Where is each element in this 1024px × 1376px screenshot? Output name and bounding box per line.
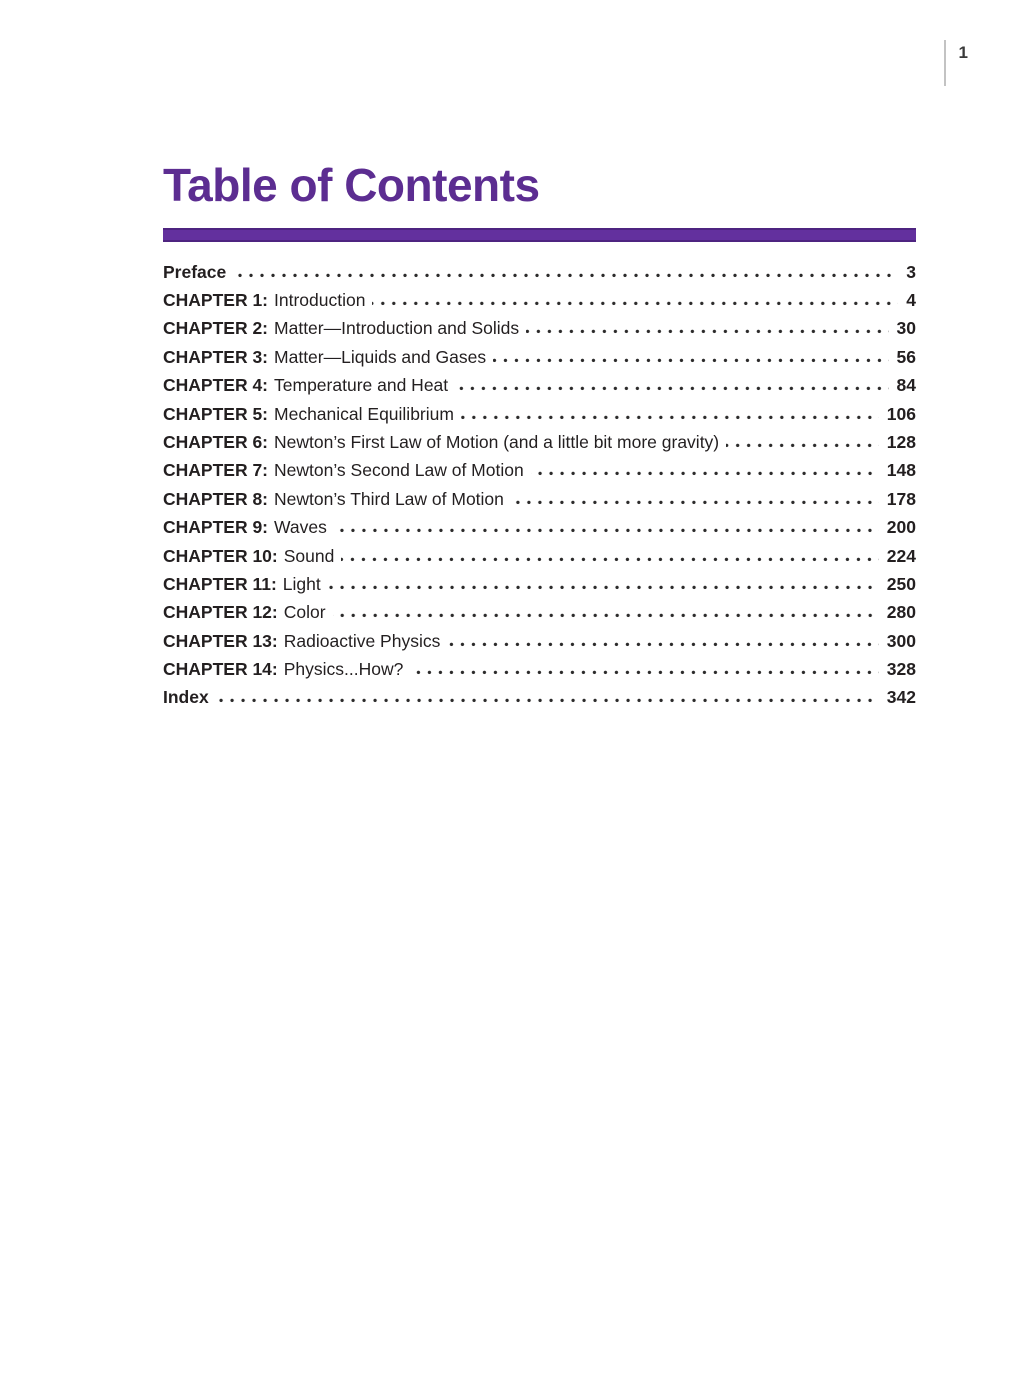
toc-row bbox=[163, 262, 916, 290]
toc-entry-page-number: 106 bbox=[886, 403, 916, 424]
toc-entry-page-number: 128 bbox=[886, 431, 916, 452]
toc-entry-title: Newton’s First Law of Motion (and a little bit more gravity) bbox=[274, 431, 720, 452]
toc-row bbox=[163, 659, 916, 687]
toc-entry-page-number: 300 bbox=[886, 630, 916, 651]
toc-entry-prefix: CHAPTER 7: bbox=[163, 460, 269, 481]
toc-leader-dots bbox=[531, 471, 879, 476]
toc-leader-dots bbox=[372, 301, 898, 306]
toc-row bbox=[163, 460, 916, 488]
toc-entry-prefix: CHAPTER 11: bbox=[163, 573, 277, 594]
toc-entry-title: Introduction bbox=[274, 289, 366, 310]
toc-entry-prefix: CHAPTER 8: bbox=[163, 488, 269, 509]
toc-entry-title: Matter—Liquids and Gases bbox=[274, 346, 487, 367]
toc-row bbox=[163, 631, 916, 659]
toc-entry-title: Matter—Introduction and Solids bbox=[274, 318, 520, 339]
toc-entry-prefix: CHAPTER 5: bbox=[163, 403, 269, 424]
toc-leader-dots bbox=[511, 500, 879, 505]
toc-row bbox=[163, 574, 916, 602]
toc-entry-page-number: 250 bbox=[886, 573, 916, 594]
toc-leader-dots bbox=[410, 670, 878, 675]
toc-row bbox=[163, 546, 916, 574]
toc-row bbox=[163, 517, 916, 545]
toc-entry-title: Waves bbox=[274, 517, 327, 538]
toc-entry-title: Sound bbox=[283, 545, 335, 566]
toc-entry-title: Mechanical Equilibrium bbox=[274, 403, 454, 424]
toc-leader-dots bbox=[461, 415, 879, 420]
toc-entry-prefix: CHAPTER 13: bbox=[163, 630, 278, 651]
toc-leader-dots bbox=[216, 698, 879, 703]
toc-leader-dots bbox=[447, 642, 878, 647]
corner-page-number: 1 bbox=[958, 43, 968, 62]
page-corner-folio bbox=[944, 40, 968, 86]
toc-entry-title: Newton’s Third Law of Motion bbox=[274, 488, 504, 509]
toc-entry-prefix: CHAPTER 4: bbox=[163, 375, 269, 396]
toc-list bbox=[163, 262, 916, 716]
toc-row bbox=[163, 489, 916, 517]
toc-row bbox=[163, 432, 916, 460]
toc-entry-prefix: CHAPTER 12: bbox=[163, 602, 278, 623]
toc-entry-prefix: CHAPTER 2: bbox=[163, 318, 269, 339]
title-underline-bar bbox=[163, 228, 916, 242]
toc-entry-title: Radioactive Physics bbox=[283, 630, 441, 651]
toc-row bbox=[163, 290, 916, 318]
corner-divider-rule bbox=[944, 40, 946, 86]
toc-entry-page-number: 342 bbox=[886, 687, 916, 708]
toc-entry-page-number: 328 bbox=[886, 659, 916, 680]
toc-entry-page-number: 200 bbox=[886, 517, 916, 538]
toc-entry-title: Physics...How? bbox=[283, 659, 404, 680]
toc-entry-prefix: CHAPTER 10: bbox=[163, 545, 278, 566]
toc-entry-page-number: 178 bbox=[886, 488, 916, 509]
toc-entry-prefix: CHAPTER 3: bbox=[163, 346, 269, 367]
toc-entry-title: Newton’s Second Law of Motion bbox=[274, 460, 524, 481]
toc-entry-prefix: CHAPTER 9: bbox=[163, 517, 269, 538]
toc-entry-page-number: 30 bbox=[896, 318, 916, 339]
toc-entry-prefix: CHAPTER 14: bbox=[163, 659, 278, 680]
toc-entry-page-number: 224 bbox=[886, 545, 916, 566]
toc-leader-dots bbox=[341, 557, 878, 562]
toc-row bbox=[163, 687, 916, 715]
toc-leader-dots bbox=[726, 443, 879, 448]
toc-leader-dots bbox=[334, 528, 879, 533]
toc-leader-dots bbox=[328, 585, 879, 590]
page-title: Table of Contents bbox=[163, 159, 540, 211]
toc-entry-page-number: 56 bbox=[896, 346, 916, 367]
toc-entry-page-number: 280 bbox=[886, 602, 916, 623]
toc-leader-dots bbox=[333, 613, 879, 618]
toc-entry-page-number: 84 bbox=[896, 375, 916, 396]
toc-entry-prefix: Preface bbox=[163, 261, 227, 282]
toc-row bbox=[163, 404, 916, 432]
toc-entry-title: Temperature and Heat bbox=[274, 375, 449, 396]
toc-entry-title: Color bbox=[283, 602, 326, 623]
toc-entry-prefix: Index bbox=[163, 687, 209, 708]
toc-row bbox=[163, 375, 916, 403]
toc-entry-prefix: CHAPTER 6: bbox=[163, 431, 269, 452]
toc-entry-page-number: 148 bbox=[886, 460, 916, 481]
toc-leader-dots bbox=[233, 273, 898, 278]
toc-entry-page-number: 3 bbox=[906, 261, 916, 282]
toc-entry-title: Light bbox=[282, 573, 321, 594]
toc-leader-dots bbox=[493, 358, 888, 363]
toc-row bbox=[163, 318, 916, 346]
toc-entry-prefix: CHAPTER 1: bbox=[163, 289, 269, 310]
toc-entry-page-number: 4 bbox=[906, 289, 916, 310]
toc-row bbox=[163, 347, 916, 375]
toc-leader-dots bbox=[455, 386, 888, 391]
toc-leader-dots bbox=[526, 329, 888, 334]
toc-row bbox=[163, 602, 916, 630]
toc-content bbox=[163, 160, 916, 716]
